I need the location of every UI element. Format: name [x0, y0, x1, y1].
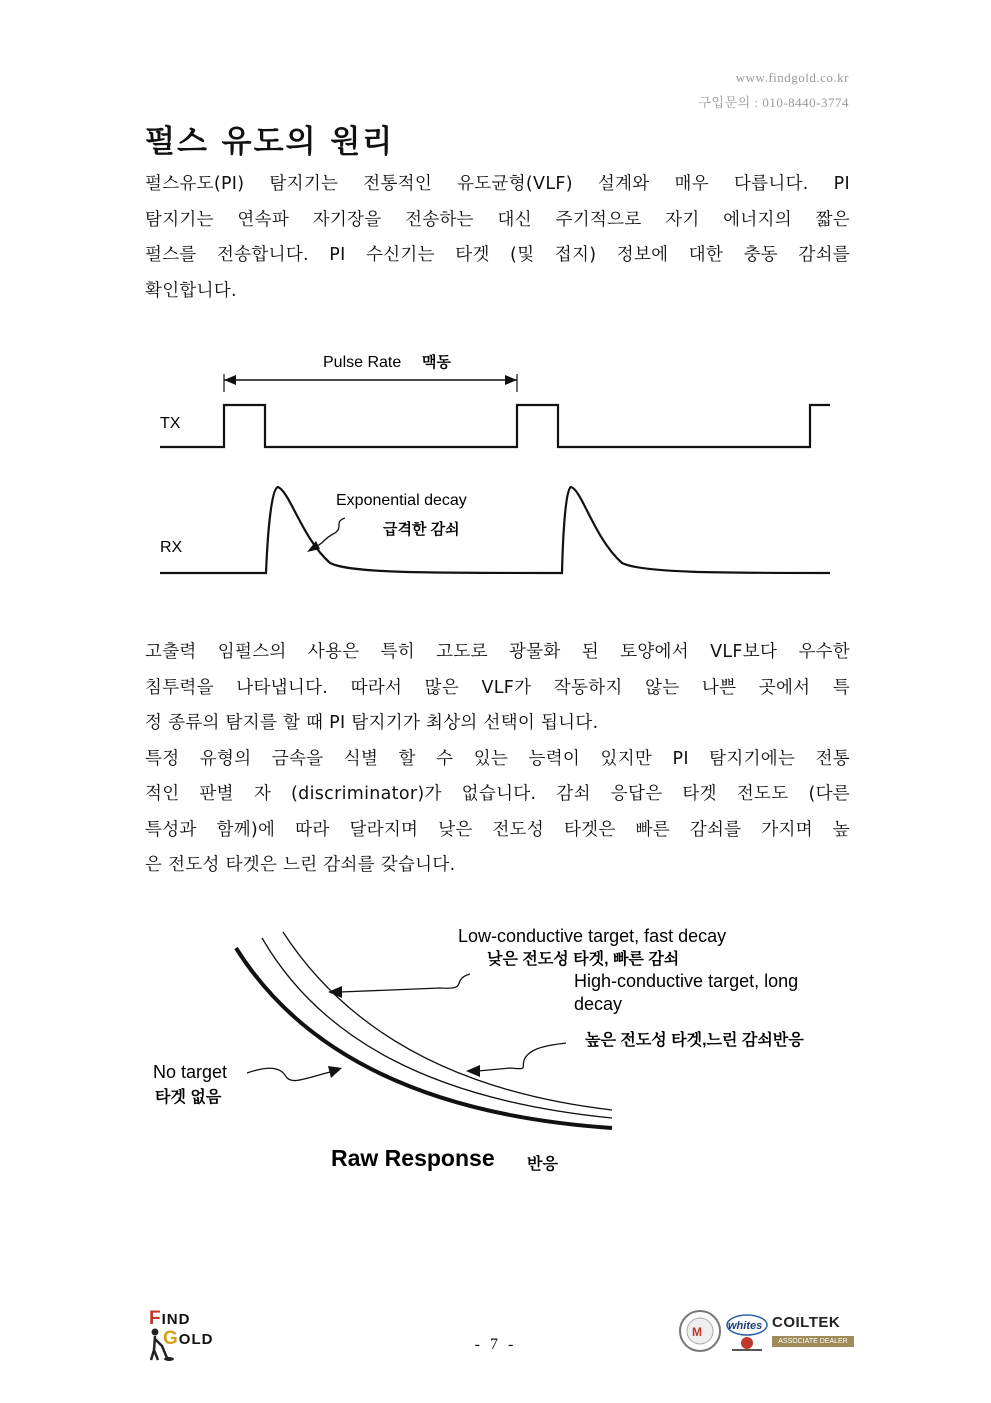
low-conductive-pointer [328, 974, 470, 998]
intro-line: 확인합니다. [145, 280, 237, 301]
pulse-rate-ko-label: 맥동 [422, 354, 451, 371]
header-website: www.findgold.co.kr [735, 70, 849, 85]
body-line: 적인 판별 자 (discriminator)가 없습니다. 감쇠 응답은 타겟 전도도 (다른 [145, 784, 850, 804]
body-line: 고출력 임펄스의 사용은 특히 고도로 광물화 된 토양에서 VLF보다 우수한 [145, 642, 850, 662]
body-line: 특정 유형의 금속을 식별 할 수 있는 능력이 있지만 PI 탐지기에는 전통 [145, 748, 850, 769]
intro-paragraph [145, 167, 850, 309]
pulse-rate-arrow [224, 374, 517, 392]
decay-ko-label: 급격한 감쇠 [383, 521, 460, 538]
coiltek-logo: COILTEK [772, 1314, 841, 1331]
pulse-diagram [0, 330, 991, 590]
high-conductive-label-2: decay [574, 994, 623, 1014]
raw-response-ko-label: 반응 [527, 1156, 558, 1173]
high-conductive-label-1: High-conductive target, long [574, 971, 799, 991]
pulse-rate-label: Pulse Rate [323, 354, 402, 371]
body-line: 은 전도성 타겟은 느린 감쇠를 갖습니다. [145, 855, 456, 875]
associate-dealer-badge: ASSOCIATE DEALER [772, 1336, 854, 1347]
svg-text:M: M [692, 1325, 702, 1339]
header-contact: 구입문의 : 010-8440-3774 [698, 95, 849, 110]
body-paragraph [145, 635, 850, 884]
low-conductive-ko-label: 낮은 전도성 타겟, 빠른 감쇠 [487, 951, 680, 968]
rx-waveform [160, 487, 830, 573]
findgold-logo: FIND GOLD [145, 1306, 235, 1364]
page-title: 펄스 유도의 원리 [145, 124, 395, 160]
tx-waveform [160, 405, 830, 447]
no-target-label: No target [153, 1062, 228, 1082]
body-line: 정 종류의 탐지를 할 때 PI 탐지기가 최상의 선택이 됩니다. [145, 713, 599, 733]
decay-pointer [313, 518, 345, 548]
raw-response-label: Raw Response [331, 1145, 495, 1171]
decay-label: Exponential decay [336, 492, 467, 509]
page-number: - 7 - [474, 1336, 517, 1353]
no-target-ko-label: 타겟 없음 [155, 1089, 222, 1106]
intro-line: 펄스를 전송합니다. PI 수신기는 타겟 (및 접지) 정보에 대한 충동 감쇠를 [145, 245, 850, 265]
whites-logo-icon [724, 1309, 770, 1353]
intro-line: 펄스유도(PI) 탐지기는 전통적인 유도균형(VLF) 설계와 매우 다릅니다. PI [145, 174, 850, 194]
svg-text:whites: whites [728, 1320, 763, 1332]
high-conductive-ko-label: 높은 전도성 타겟,느린 감쇠반응 [585, 1032, 804, 1049]
body-line: 침투력을 나타냅니다. 따라서 많은 VLF가 작동하지 않는 나쁜 곳에서 특 [145, 677, 850, 698]
no-target-pointer [247, 1066, 342, 1081]
tx-label: TX [160, 415, 181, 432]
body-line: 특성과 함께)에 따라 달라지며 낮은 전도성 타겟은 빠른 감쇠를 가지며 높 [145, 819, 850, 840]
high-conductive-pointer [466, 1043, 566, 1077]
certified-dealer-badge-icon [678, 1309, 722, 1353]
low-conductive-label: Low-conductive target, fast decay [458, 926, 727, 946]
intro-line: 탐지기는 연속파 자기장을 전송하는 대신 주기적으로 자기 에너지의 짧은 [145, 209, 850, 230]
partner-logos [678, 1306, 858, 1356]
rx-label: RX [160, 539, 183, 556]
decay-curves-diagram [0, 910, 991, 1190]
